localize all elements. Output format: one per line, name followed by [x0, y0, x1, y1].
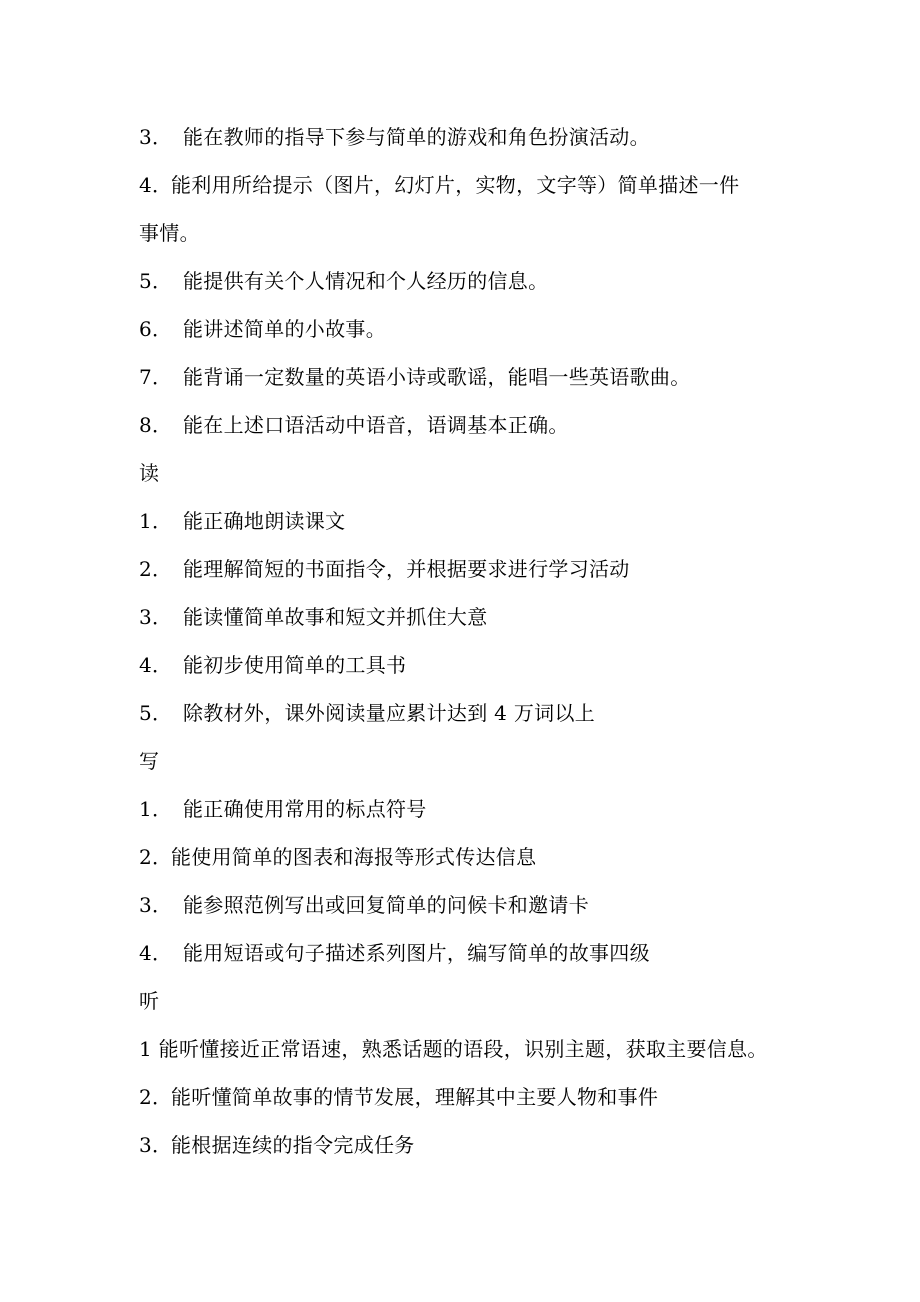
item-text: 事情。 — [139, 221, 200, 245]
item-text: 能初步使用简单的工具书 — [183, 653, 407, 677]
item-text: 能理解简短的书面指令，并根据要求进行学习活动 — [183, 557, 630, 581]
item-number: 1． — [139, 797, 173, 821]
item-text: 能讲述简单的小故事。 — [183, 317, 386, 341]
item-number: 3． — [139, 1133, 173, 1157]
list-item — [139, 1121, 799, 1169]
item-number: 2． — [139, 557, 173, 581]
document-body — [139, 113, 799, 1169]
item-number: 3． — [139, 125, 173, 149]
list-item — [139, 113, 799, 161]
item-text: 能正确使用常用的标点符号 — [183, 797, 427, 821]
list-item — [139, 353, 799, 401]
item-number: 6． — [139, 317, 173, 341]
list-item — [139, 689, 799, 737]
item-number: 3． — [139, 605, 173, 629]
item-text: 能用短语或句子描述系列图片，编写简单的故事四级 — [183, 941, 650, 965]
list-item — [139, 1073, 799, 1121]
item-text: 能在教师的指导下参与简单的游戏和角色扮演活动。 — [183, 125, 650, 149]
item-text: 能在上述口语活动中语音，语调基本正确。 — [183, 413, 569, 437]
list-item — [139, 833, 799, 881]
list-item — [139, 401, 799, 449]
list-item — [139, 305, 799, 353]
item-text: 能利用所给提示（图片，幻灯片，实物，文字等）简单描述一件 — [171, 173, 740, 197]
list-item — [139, 545, 799, 593]
item-number: 2． — [139, 845, 173, 869]
item-text: 能读懂简单故事和短文并抓住大意 — [183, 605, 488, 629]
item-number: 4． — [139, 173, 173, 197]
item-text: 能背诵一定数量的英语小诗或歌谣，能唱一些英语歌曲。 — [183, 365, 691, 389]
item-number: 2． — [139, 1085, 173, 1109]
item-text: 能听懂简单故事的情节发展，理解其中主要人物和事件 — [171, 1085, 659, 1109]
item-number: 1． — [139, 509, 173, 533]
item-text: 1 能听懂接近正常语速，熟悉话题的语段，识别主题，获取主要信息。 — [139, 1037, 768, 1061]
item-number: 7． — [139, 365, 173, 389]
item-number: 4． — [139, 653, 173, 677]
list-item — [139, 497, 799, 545]
section-heading-read: 读 — [139, 461, 160, 485]
item-number: 3． — [139, 893, 173, 917]
section-heading-write: 写 — [139, 749, 160, 773]
list-item-continuation — [139, 209, 799, 257]
list-item — [139, 257, 799, 305]
list-item — [139, 1025, 799, 1073]
list-item — [139, 593, 799, 641]
item-number: 5． — [139, 269, 173, 293]
list-item — [139, 929, 799, 977]
item-text: 能使用简单的图表和海报等形式传达信息 — [171, 845, 537, 869]
item-number: 8． — [139, 413, 173, 437]
item-number: 4． — [139, 941, 173, 965]
item-text: 除教材外，课外阅读量应累计达到 4 万词以上 — [183, 701, 596, 725]
list-item — [139, 881, 799, 929]
list-item — [139, 161, 799, 209]
item-text: 能参照范例写出或回复简单的问候卡和邀请卡 — [183, 893, 589, 917]
item-text: 能提供有关个人情况和个人经历的信息。 — [183, 269, 549, 293]
item-number: 5． — [139, 701, 173, 725]
item-text: 能根据连续的指令完成任务 — [171, 1133, 415, 1157]
section-heading-listen: 听 — [139, 989, 160, 1013]
list-item — [139, 785, 799, 833]
list-item — [139, 641, 799, 689]
item-text: 能正确地朗读课文 — [183, 509, 346, 533]
